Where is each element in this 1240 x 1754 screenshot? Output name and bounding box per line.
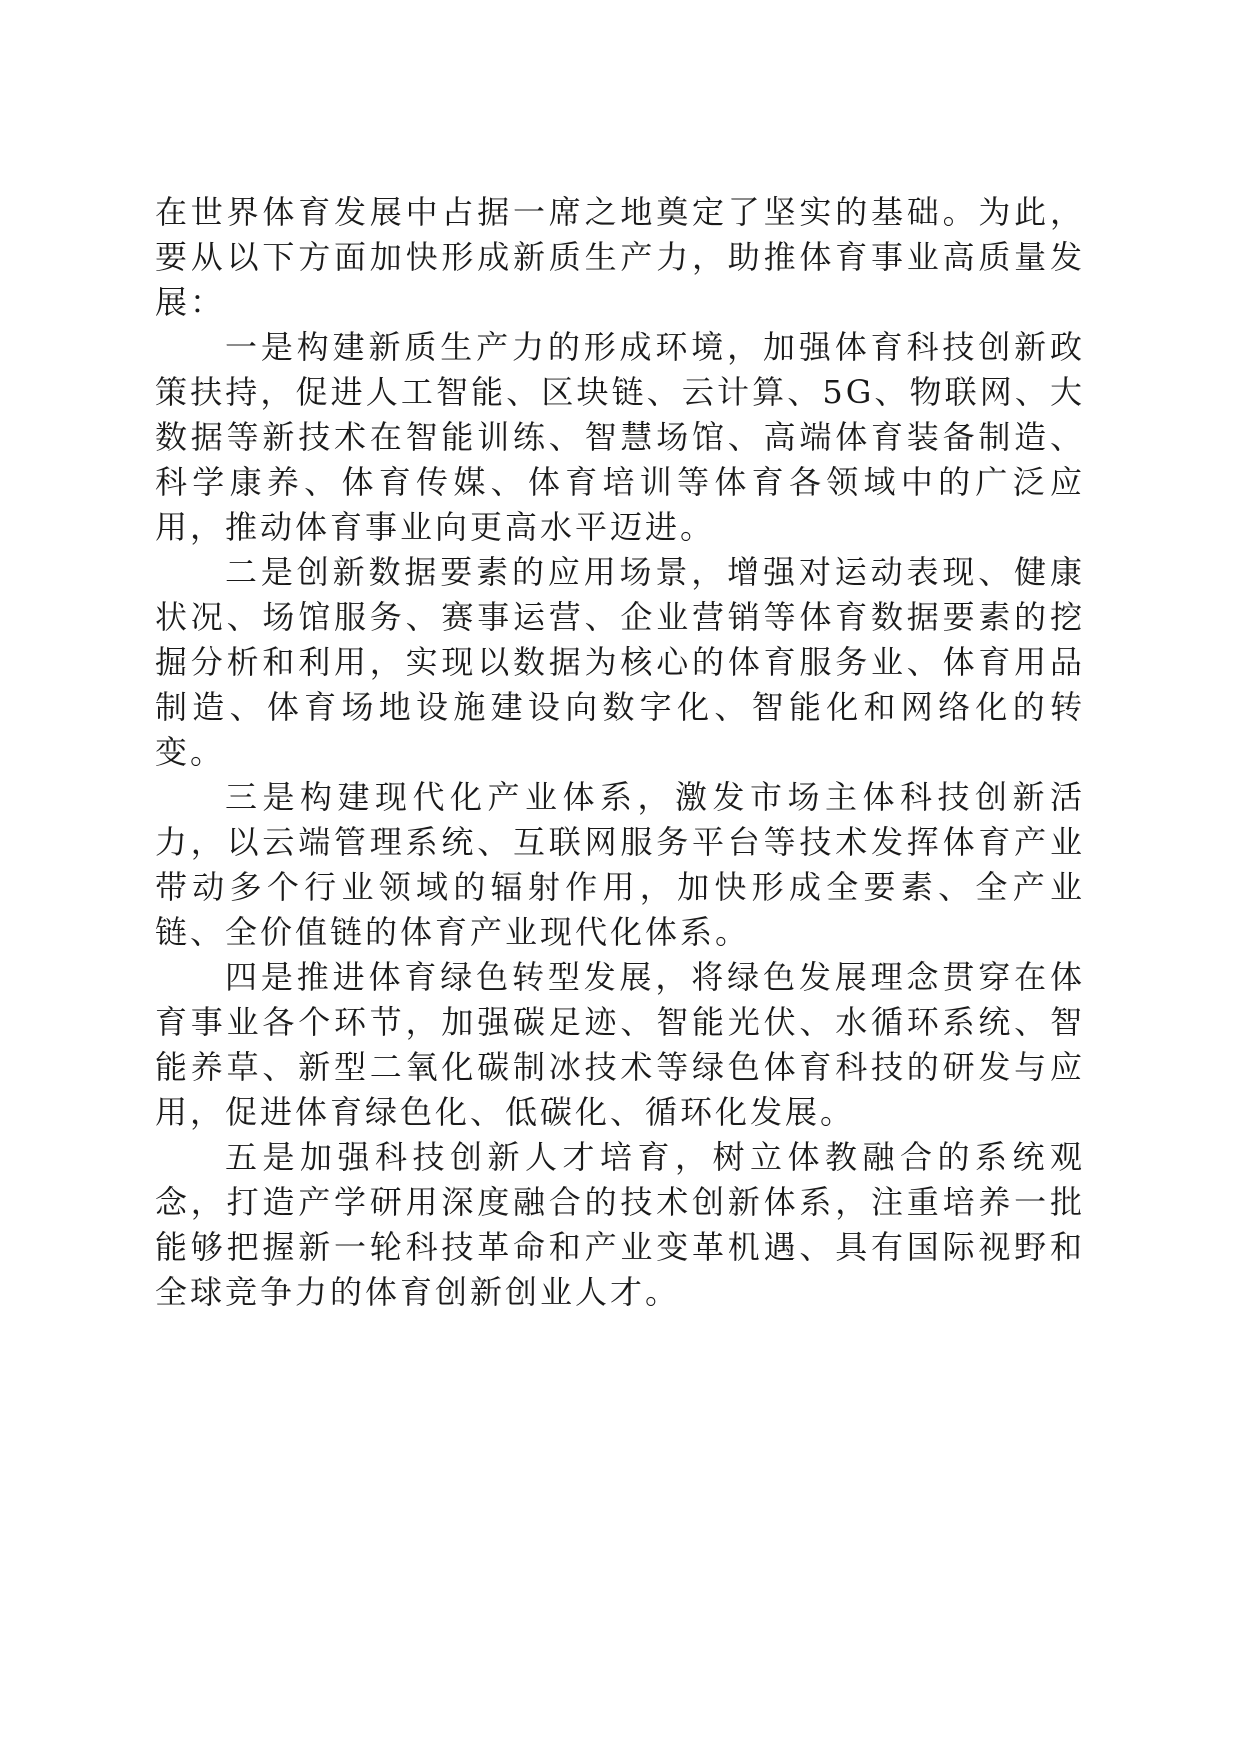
paragraph-point-two: 二是创新数据要素的应用场景，增强对运动表现、健康状况、场馆服务、赛事运营、企业营销等体育数据要素的挖掘分析和利用，实现以数据为核心的体育服务业、体育用品制造、体育场地设施建设向数字化、智能化和网络化的转变。: [155, 553, 1085, 771]
paragraph-point-five: 五是加强科技创新人才培育，树立体教融合的系统观念，打造产学研用深度融合的技术创新体系，注重培养一批能够把握新一轮科技革命和产业变革机遇、具有国际视野和全球竞争力的体育创新创业人才。: [155, 1138, 1085, 1311]
paragraph-point-three: 三是构建现代化产业体系，激发市场主体科技创新活力，以云端管理系统、互联网服务平台等技术发挥体育产业带动多个行业领域的辐射作用，加快形成全要素、全产业链、全价值链的体育产业现代化体系。: [155, 778, 1085, 951]
document-body: [155, 190, 1085, 1315]
paragraph-continuation: 在世界体育发展中占据一席之地奠定了坚实的基础。为此，要从以下方面加快形成新质生产力，助推体育事业高质量发展：: [155, 193, 1085, 321]
paragraph-point-one: 一是构建新质生产力的形成环境，加强体育科技创新政策扶持，促进人工智能、区块链、云计算、5G、物联网、大数据等新技术在智能训练、智慧场馆、高端体育装备制造、科学康养、体育传媒、体育培训等体育各领域中的广泛应用，推动体育事业向更高水平迈进。: [155, 328, 1085, 546]
paragraph-point-four: 四是推进体育绿色转型发展，将绿色发展理念贯穿在体育事业各个环节，加强碳足迹、智能光伏、水循环系统、智能养草、新型二氧化碳制冰技术等绿色体育科技的研发与应用，促进体育绿色化、低碳化、循环化发展。: [155, 958, 1085, 1131]
